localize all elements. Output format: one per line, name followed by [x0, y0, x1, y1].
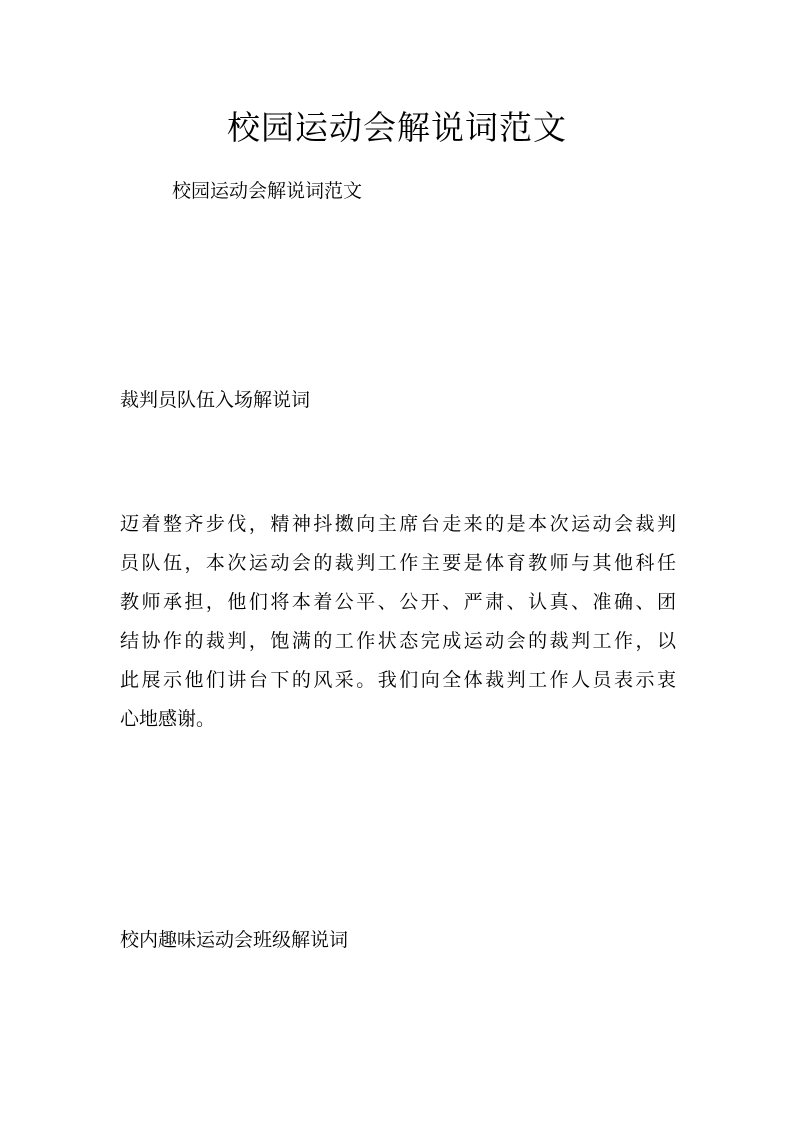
body-line: 结协作的裁判，饱满的工作状态完成运动会的裁判工作，以	[120, 630, 676, 652]
section-heading-class-commentary: 校内趣味运动会班级解说词	[120, 929, 349, 951]
document-title: 校园运动会解说词范文	[227, 108, 567, 147]
section-body-referee-entrance	[120, 505, 676, 739]
body-line: 心地感谢。	[120, 708, 216, 730]
body-line: 员队伍，本次运动会的裁判工作主要是体育教师与其他科任	[120, 552, 676, 574]
body-line: 迈着整齐步伐，精神抖擞向主席台走来的是本次运动会裁判	[120, 513, 676, 535]
body-line: 教师承担，他们将本着公平、公开、严肃、认真、准确、团	[120, 591, 676, 613]
document-subtitle: 校园运动会解说词范文	[172, 180, 363, 202]
body-line: 此展示他们讲台下的风采。我们向全体裁判工作人员表示衷	[120, 669, 676, 691]
section-heading-referee-entrance: 裁判员队伍入场解说词	[120, 389, 311, 411]
